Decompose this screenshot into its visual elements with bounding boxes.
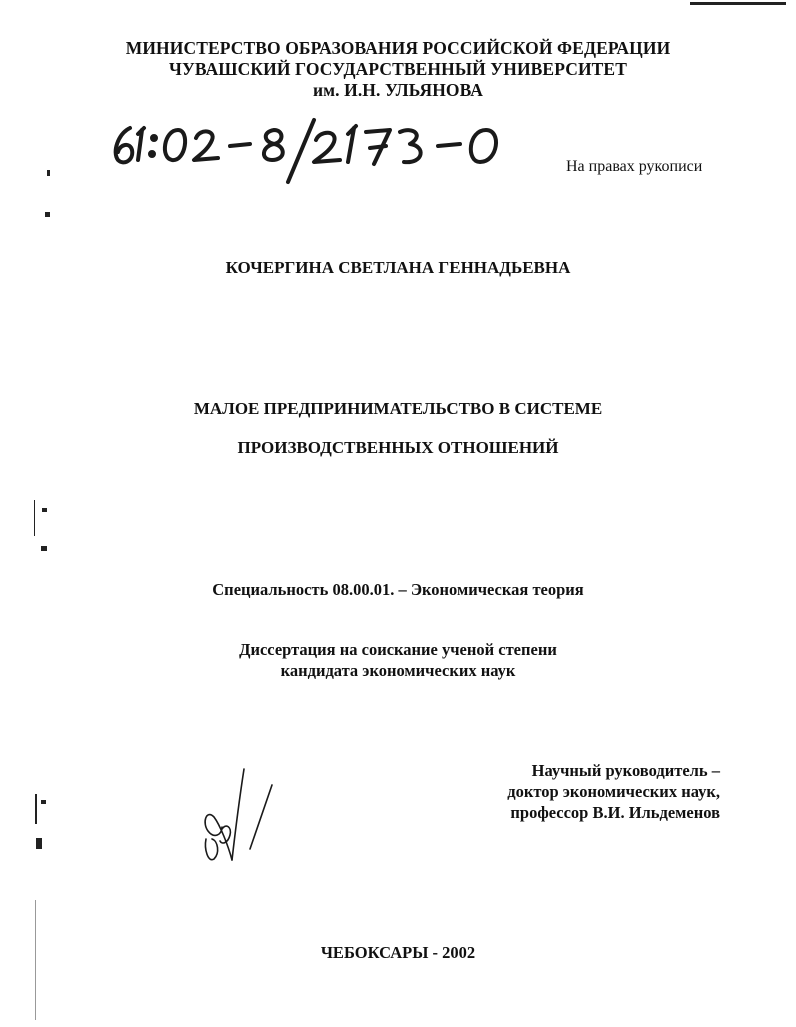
supervisor-name: профессор В.И. Ильдеменов [510, 803, 720, 822]
scan-artifact [41, 800, 46, 804]
scan-artifact [34, 500, 35, 536]
supervisor-degree: доктор экономических наук, [507, 782, 720, 801]
scan-artifact [47, 170, 50, 176]
scan-artifact [45, 212, 50, 217]
signature [192, 765, 282, 870]
manuscript-rights-note: На правах рукописи [566, 158, 703, 175]
scan-artifact [41, 546, 47, 551]
header-block [0, 38, 796, 101]
specialty: Специальность 08.00.01. – Экономическая теория [212, 580, 584, 599]
author-name: КОЧЕРГИНА СВЕТЛАНА ГЕННАДЬЕВНА [225, 258, 571, 277]
dissertation-title-line-1: МАЛОЕ ПРЕДПРИНИМАТЕЛЬСТВО В СИСТЕМЕ [193, 399, 603, 418]
dissertation-degree-line-2: кандидата экономических наук [280, 661, 516, 680]
ministry-name: МИНИСТЕРСТВО ОБРАЗОВАНИЯ РОССИЙСКОЙ ФЕДЕРАЦИИ [125, 38, 671, 58]
dissertation-title-line-2: ПРОИЗВОДСТВЕННЫХ ОТНОШЕНИЙ [237, 438, 559, 457]
university-named-after: им. И.Н. УЛЬЯНОВА [312, 80, 484, 100]
city-year: ЧЕБОКСАРЫ - 2002 [320, 943, 476, 962]
supervisor-block [507, 760, 720, 823]
scan-border-line [690, 2, 786, 5]
university-name: ЧУВАШСКИЙ ГОСУДАРСТВЕННЫЙ УНИВЕРСИТЕТ [169, 59, 627, 79]
scan-artifact [36, 838, 42, 849]
handwritten-archive-number [108, 108, 528, 188]
dissertation-degree-line-1: Диссертация на соискание ученой степени [239, 640, 557, 659]
scan-artifact [42, 508, 47, 512]
supervisor-role: Научный руководитель – [531, 761, 720, 780]
scan-artifact [35, 794, 37, 824]
